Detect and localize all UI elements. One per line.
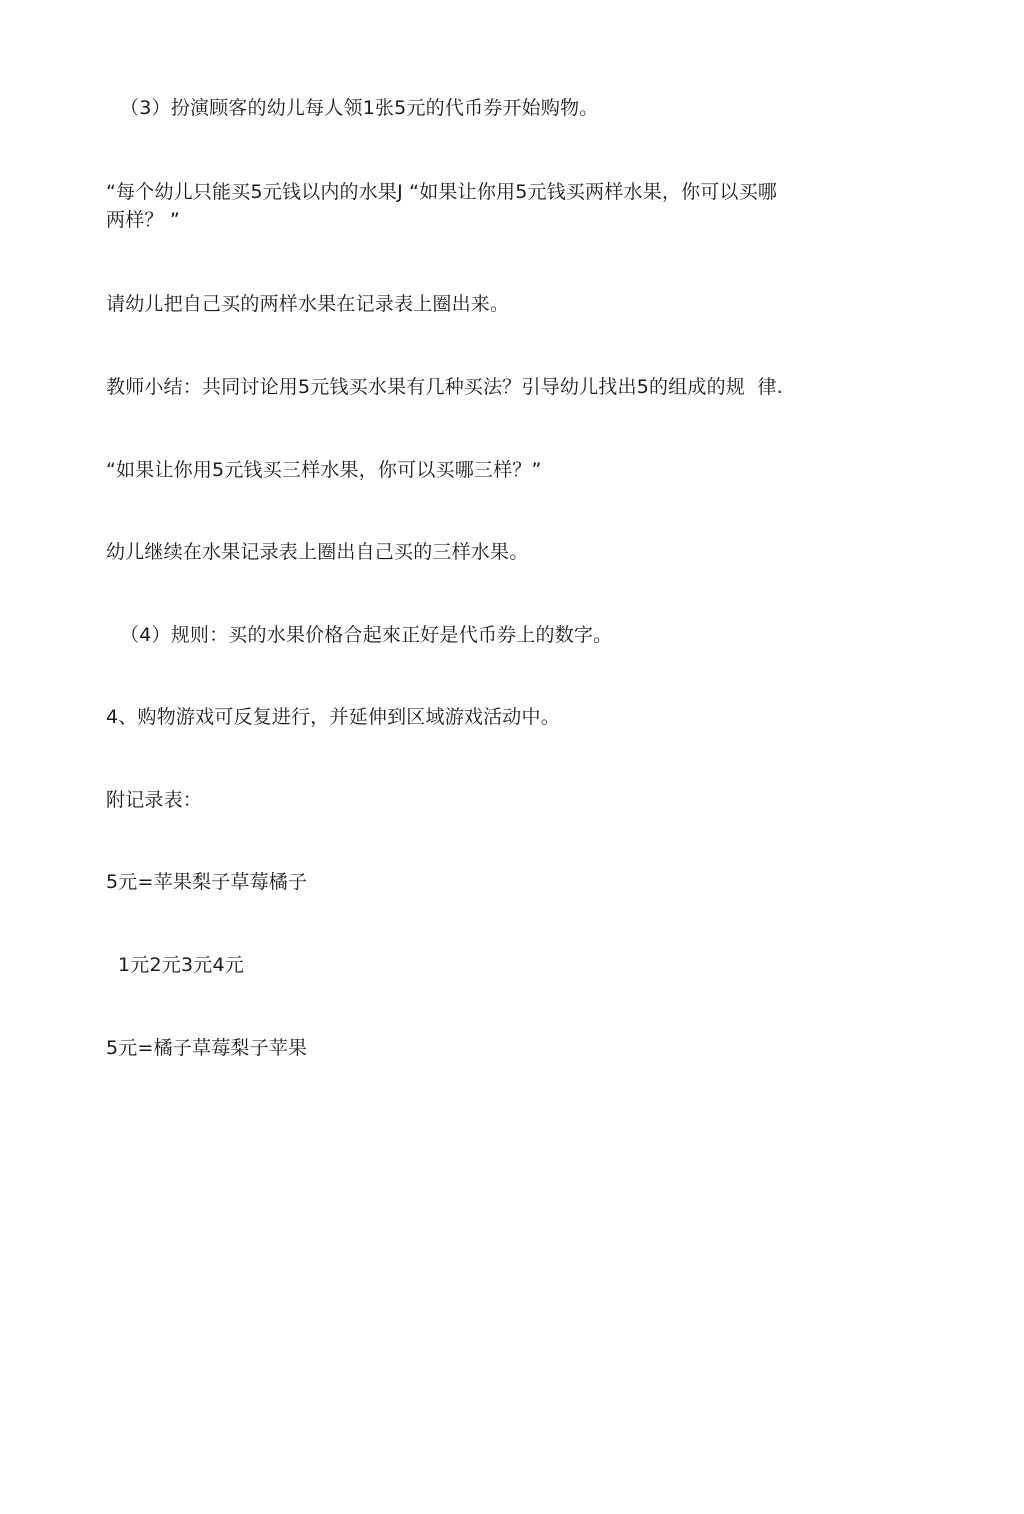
paragraph-teacher-summary: 教师小结：共同讨论用5元钱买水果有几种买法？引导幼儿找出5的组成的规 律. [106, 376, 783, 398]
paragraph-step-3: （3）扮演顾客的幼儿每人领1张5元的代币券开始购物。 [120, 97, 599, 119]
paragraph-quote-two-fruits-continued: 两样？ ” [106, 209, 180, 231]
paragraph-step-4-rules: （4）规则：买的水果价格合起來正好是代币券上的数字。 [120, 624, 613, 646]
record-row-2: 5元=橘子草莓梨子苹果 [106, 1037, 308, 1059]
paragraph-quote-two-fruits: “每个幼儿只能买5元钱以内的水果J “如果让你用5元钱买两样水果，你可以买哪 [106, 181, 778, 203]
record-price-row: 1元2元3元4元 [118, 954, 244, 976]
paragraph-circle-two-fruits: 请幼儿把自己买的两样水果在记录表上圈出来。 [106, 293, 510, 315]
paragraph-quote-three-fruits: “如果让你用5元钱买三样水果，你可以买哪三样？” [106, 459, 542, 481]
record-row-1: 5元=苹果梨子草莓橘子 [106, 871, 308, 893]
paragraph-item-4: 4、购物游戏可反复进行，并延伸到区域游戏活动中。 [106, 706, 560, 728]
appendix-heading: 附记录表： [106, 789, 203, 811]
paragraph-circle-three-fruits: 幼儿继续在水果记录表上圈出自己买的三样水果。 [106, 541, 529, 563]
